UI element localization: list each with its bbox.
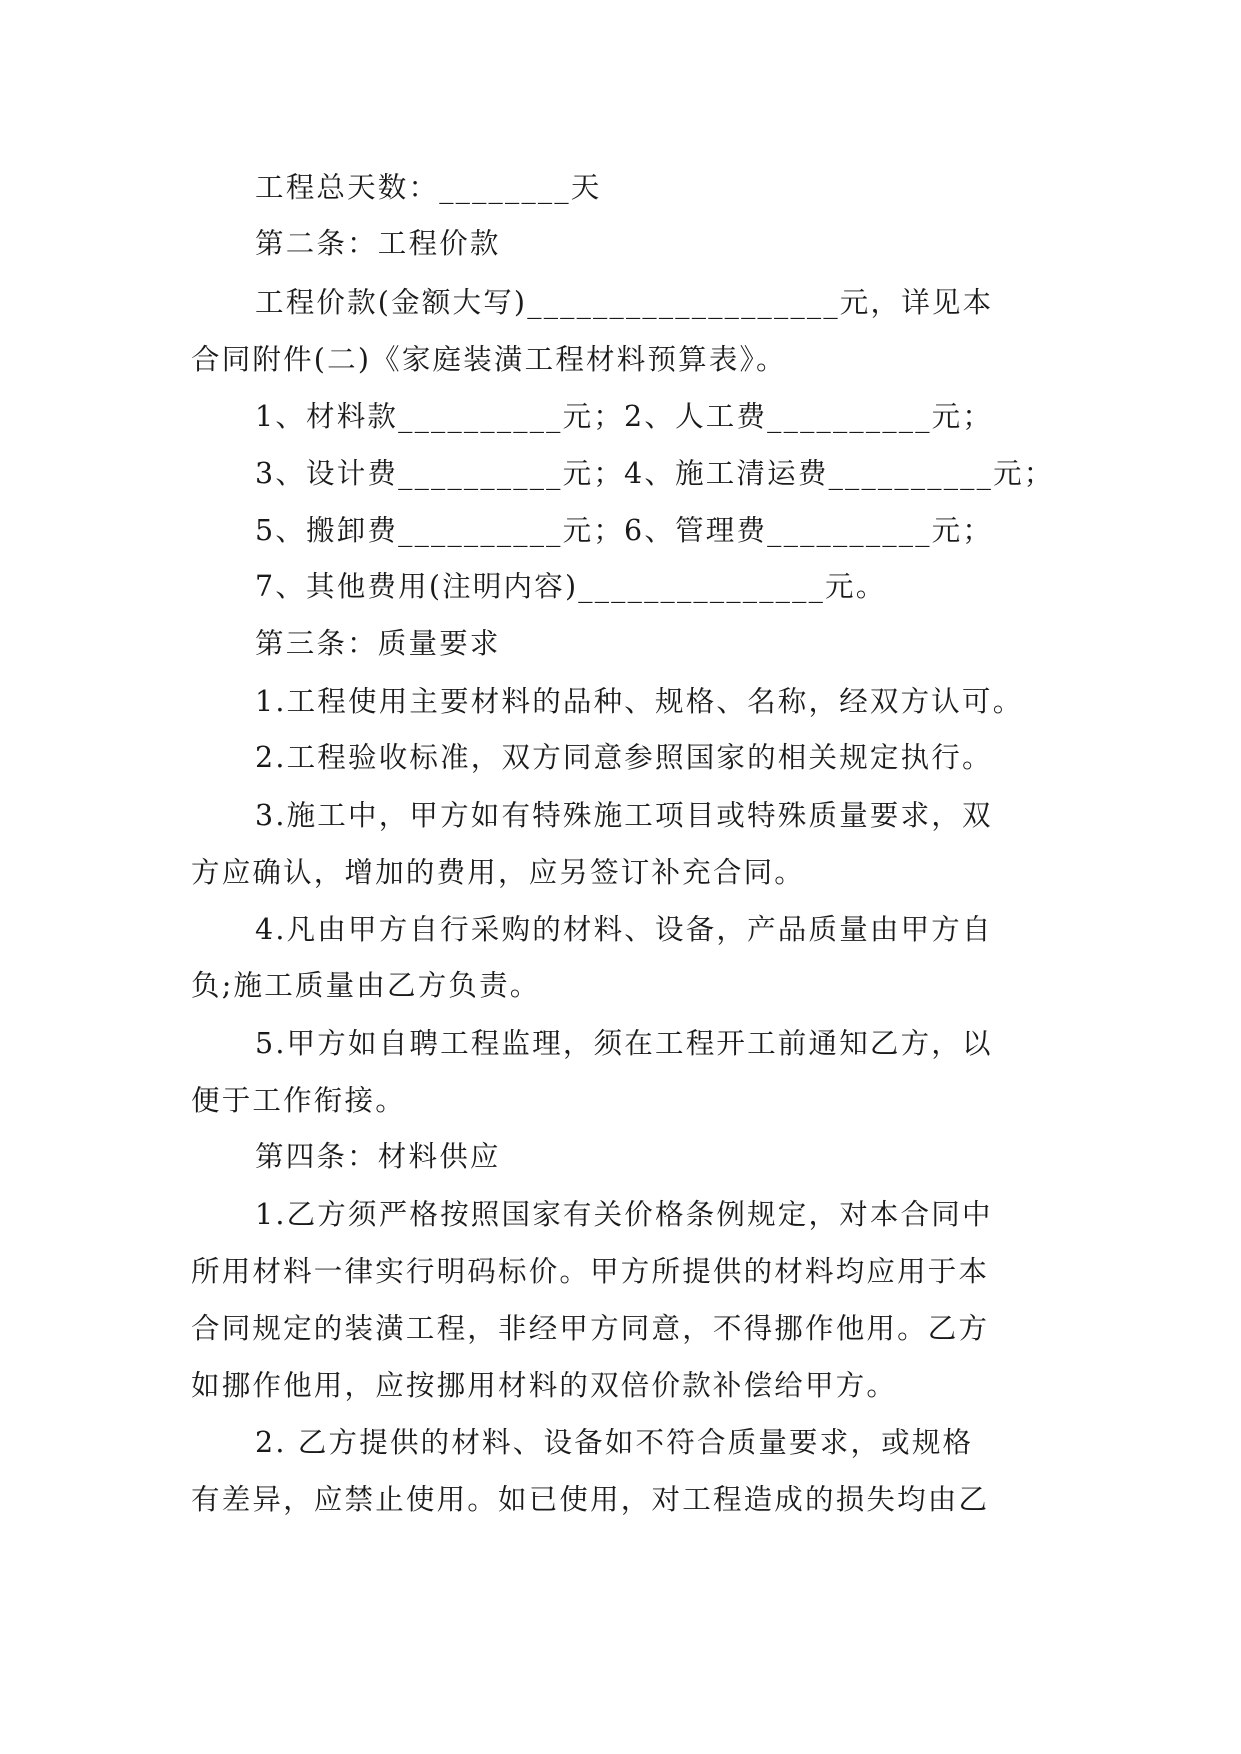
quality-item-1: 1.工程使用主要材料的品种、规格、名称，经双方认可。 (255, 685, 1024, 718)
quality-item-5-cont: 便于工作衔接。 (191, 1084, 406, 1117)
supply-item-1-cont-2: 合同规定的装潢工程，非经甲方同意，不得挪作他用。乙方 (191, 1312, 990, 1345)
article-4-heading: 第四条：材料供应 (255, 1140, 501, 1173)
fee-line-1: 1、材料款__________元；2、人工费__________元； (255, 400, 994, 433)
price-line-cont: 合同附件(二)《家庭装潢工程材料预算表》。 (191, 343, 787, 376)
quality-item-3-cont: 方应确认，增加的费用，应另签订补充合同。 (191, 856, 806, 889)
supply-item-2-cont: 有差异，应禁止使用。如已使用，对工程造成的损失均由乙 (191, 1483, 990, 1516)
fee-line-3: 5、搬卸费__________元；6、管理费__________元； (255, 514, 994, 547)
quality-item-3: 3.施工中，甲方如有特殊施工项目或特殊质量要求，双 (255, 799, 993, 832)
quality-item-2: 2.工程验收标准，双方同意参照国家的相关规定执行。 (255, 741, 993, 774)
supply-item-1-cont-1: 所用材料一律实行明码标价。甲方所提供的材料均应用于本 (191, 1255, 990, 1288)
supply-item-2: 2. 乙方提供的材料、设备如不符合质量要求，或规格 (255, 1426, 974, 1459)
price-line: 工程价款(金额大写)___________________元，详见本 (255, 286, 994, 319)
article-3-heading: 第三条：质量要求 (255, 627, 501, 660)
fee-line-2: 3、设计费__________元；4、施工清运费__________元； (255, 457, 1055, 490)
quality-item-5: 5.甲方如自聘工程监理，须在工程开工前通知乙方，以 (255, 1027, 993, 1060)
total-days-line: 工程总天数：________天 (255, 171, 602, 204)
quality-item-4: 4.凡由甲方自行采购的材料、设备，产品质量由甲方自 (255, 913, 993, 946)
supply-item-1: 1.乙方须严格按照国家有关价格条例规定，对本合同中 (255, 1198, 993, 1231)
fee-line-4: 7、其他费用(注明内容)_______________元。 (255, 570, 887, 603)
supply-item-1-cont-3: 如挪作他用，应按挪用材料的双倍价款补偿给甲方。 (191, 1369, 898, 1402)
article-2-heading: 第二条：工程价款 (255, 227, 501, 260)
quality-item-4-cont: 负;施工质量由乙方负责。 (191, 969, 541, 1002)
